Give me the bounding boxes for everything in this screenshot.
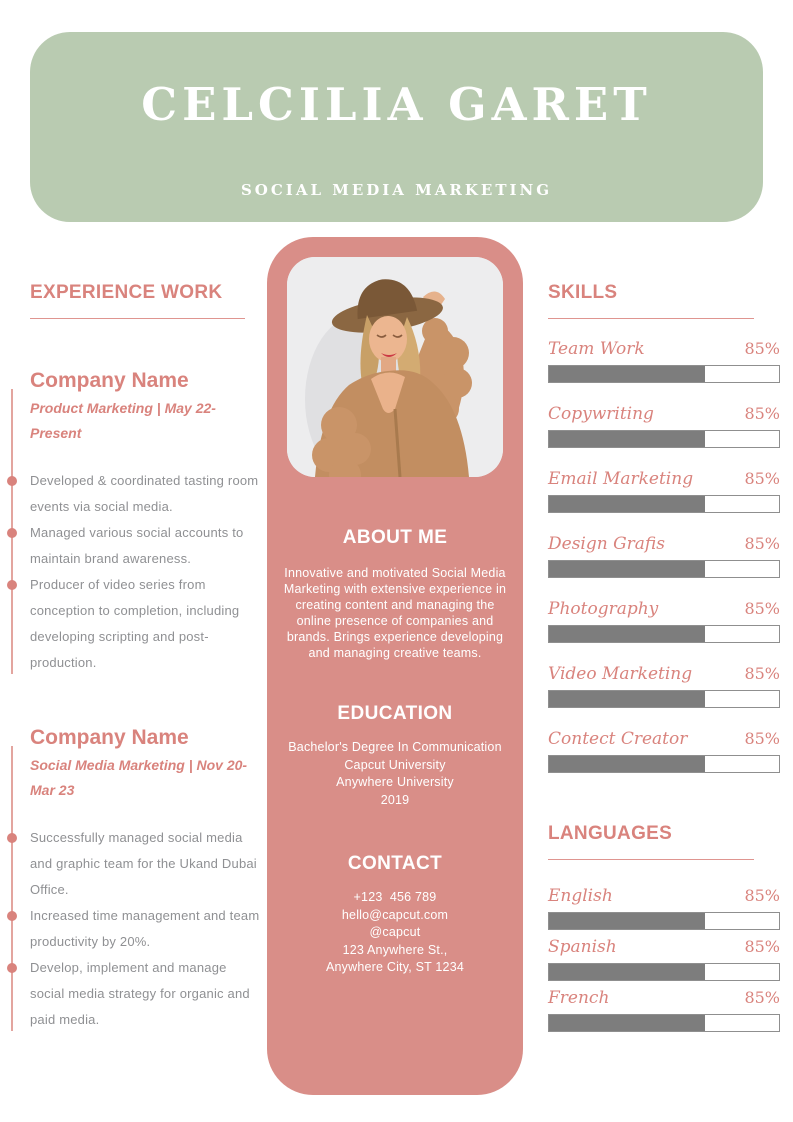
- job-role-dates: Social Media Marketing | Nov 20-Mar 23: [30, 757, 248, 798]
- skill-row: [548, 664, 780, 684]
- skill-progress-fill: [549, 496, 705, 512]
- company-name: Company Name: [30, 726, 189, 749]
- language-progress-fill: [549, 913, 705, 929]
- skill-progress-fill: [549, 691, 705, 707]
- company-name: Company Name: [30, 369, 189, 392]
- language-row: [548, 886, 780, 906]
- skill-item: [548, 729, 780, 773]
- skill-label: Video Marketing: [548, 664, 693, 684]
- job-entry: [30, 369, 261, 676]
- language-list: [548, 886, 780, 1032]
- skill-row: [548, 404, 780, 424]
- skill-row: [548, 534, 780, 554]
- experience-divider: [30, 318, 245, 319]
- job-role-dates: Product Marketing | May 22-Present: [30, 400, 216, 441]
- language-percent: 85%: [744, 886, 780, 905]
- contact-line: 123 Anywhere St.,: [342, 942, 448, 957]
- language-progress-fill: [549, 964, 705, 980]
- education-line: Capcut University: [344, 757, 446, 772]
- education-lines: [267, 739, 523, 809]
- education-line: 2019: [380, 792, 410, 807]
- skill-percent: 85%: [744, 469, 780, 488]
- skill-percent: 85%: [744, 404, 780, 423]
- skills-title: SKILLS: [548, 282, 618, 303]
- about-title: ABOUT ME: [342, 527, 448, 548]
- portrait-illustration: [287, 257, 503, 477]
- job-bullet: Increased time management and team productivity by 20%.: [30, 903, 261, 955]
- contact-title: CONTACT: [347, 853, 443, 874]
- language-row: [548, 988, 780, 1008]
- skill-row: [548, 599, 780, 619]
- language-item: [548, 937, 780, 981]
- skill-percent: 85%: [744, 599, 780, 618]
- contact-line: +123 456 789: [353, 890, 437, 904]
- skill-percent: 85%: [744, 339, 780, 358]
- contact-line: hello@capcut.com: [341, 907, 449, 922]
- skill-item: [548, 534, 780, 578]
- header-subtitle: SOCIAL MEDIA MARKETING: [240, 181, 553, 199]
- skill-label: Team Work: [548, 339, 645, 359]
- skill-label: Copywriting: [548, 404, 654, 424]
- job-list: [30, 369, 261, 1033]
- language-label: French: [548, 988, 610, 1008]
- skill-progress-fill: [549, 431, 705, 447]
- about-text: Innovative and motivated Social Media Marketing with extensive experience in creating content and managing the online presence of companies and brands. Brings experience developing and managing creative teams.: [283, 566, 507, 660]
- skill-percent: 85%: [744, 664, 780, 683]
- skill-progress-fill: [549, 561, 705, 577]
- skill-progress-fill: [549, 366, 705, 382]
- skill-progress-bar: [548, 755, 780, 773]
- language-progress-bar: [548, 912, 780, 930]
- language-percent: 85%: [744, 937, 780, 956]
- education-title: EDUCATION: [337, 703, 453, 724]
- language-item: [548, 988, 780, 1032]
- language-item: [548, 886, 780, 930]
- languages-title: LANGUAGES: [548, 823, 673, 844]
- skill-progress-bar: [548, 625, 780, 643]
- skill-label: Design Grafis: [548, 534, 665, 554]
- skills-section: [548, 282, 780, 1039]
- skills-block: [548, 282, 780, 773]
- language-label: Spanish: [548, 937, 617, 957]
- skill-progress-bar: [548, 495, 780, 513]
- skill-item: [548, 339, 780, 383]
- skill-progress-bar: [548, 365, 780, 383]
- skill-progress-fill: [549, 626, 705, 642]
- skill-percent: 85%: [744, 534, 780, 553]
- skill-row: [548, 729, 780, 749]
- skills-divider: [548, 318, 754, 319]
- contact-lines: [267, 889, 523, 977]
- languages-block: [548, 823, 780, 1032]
- skill-progress-bar: [548, 690, 780, 708]
- skill-label: Photography: [548, 599, 659, 619]
- job-entry: [30, 726, 261, 1033]
- skill-item: [548, 664, 780, 708]
- skill-item: [548, 599, 780, 643]
- language-percent: 85%: [744, 988, 780, 1007]
- experience-title: EXPERIENCE WORK: [30, 282, 223, 303]
- job-bullet: Producer of video series from conception to completion, including developing scripting and post-production.: [30, 572, 261, 676]
- skill-row: [548, 469, 780, 489]
- header-banner: [30, 32, 763, 222]
- language-row: [548, 937, 780, 957]
- skill-percent: 85%: [744, 729, 780, 748]
- job-bullets: [30, 468, 261, 676]
- profile-panel: [267, 237, 523, 1095]
- skill-progress-bar: [548, 430, 780, 448]
- contact-line: @capcut: [369, 925, 421, 939]
- skill-label: Email Marketing: [548, 469, 694, 489]
- job-bullet: Managed various social accounts to maintain brand awareness.: [30, 520, 261, 572]
- skill-progress-fill: [549, 756, 705, 772]
- language-label: English: [548, 886, 613, 906]
- experience-section: [30, 282, 261, 1033]
- skill-label: Contect Creator: [548, 729, 688, 749]
- skill-item: [548, 404, 780, 448]
- skill-row: [548, 339, 780, 359]
- language-progress-fill: [549, 1015, 705, 1031]
- languages-divider: [548, 859, 754, 860]
- education-line: Bachelor's Degree In Communication: [288, 740, 502, 754]
- education-line: Anywhere University: [336, 775, 454, 789]
- contact-line: Anywhere City, ST 1234: [325, 960, 465, 974]
- name-title: CELCILIA GARET: [141, 78, 652, 131]
- profile-photo: [287, 257, 503, 477]
- job-bullet: Successfully managed social media and graphic team for the Ukand Dubai Office.: [30, 825, 261, 903]
- language-progress-bar: [548, 1014, 780, 1032]
- job-bullet: Developed & coordinated tasting room events via social media.: [30, 468, 261, 520]
- skill-progress-bar: [548, 560, 780, 578]
- language-progress-bar: [548, 963, 780, 981]
- job-bullet: Develop, implement and manage social media strategy for organic and paid media.: [30, 955, 261, 1033]
- skill-list: [548, 339, 780, 773]
- skill-item: [548, 469, 780, 513]
- job-bullets: [30, 825, 261, 1033]
